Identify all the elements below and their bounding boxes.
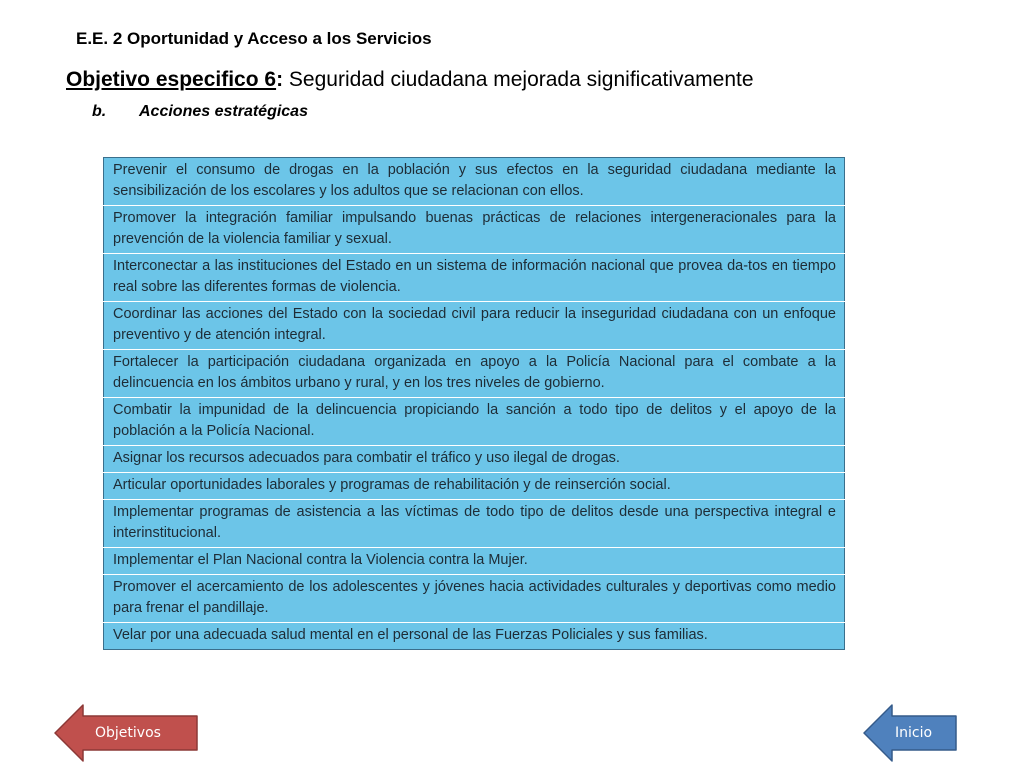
table-row (104, 500, 845, 548)
table-row (104, 446, 845, 473)
action-item: Prevenir el consumo de drogas en la población y sus efectos en la seguridad ciudadana mediante la sensibilización de los escolares y los adultos que se relacionan con ellos. (113, 162, 836, 199)
action-item: Interconectar a las instituciones del Estado en un sistema de información nacional que provea da-tos en tiempo real sobre las diferentes formas de violencia. (104, 254, 845, 302)
action-item: Implementar programas de asistencia a las víctimas de todo tipo de delitos desde una perspectiva integral e interinstitucional. (104, 500, 845, 548)
table-row (104, 575, 845, 623)
action-item: Coordinar las acciones del Estado con la sociedad civil para reducir la inseguridad ciudadana con un enfoque preventivo y de atención integral. (104, 302, 845, 350)
table-row (104, 473, 845, 500)
action-item: Asignar los recursos adecuados para combatir el tráfico y uso ilegal de drogas. (104, 446, 845, 473)
table-row (104, 350, 845, 398)
action-item: Promover la integración familiar impulsando buenas prácticas de relaciones intergeneracionales para la prevención de la violencia familiar y sexual. (104, 206, 845, 254)
action-item: Articular oportunidades laborales y programas de rehabilitación y de reinserción social. (104, 473, 845, 500)
objective-heading (66, 68, 754, 92)
table-row (104, 302, 845, 350)
inicio-button-label: Inicio (895, 725, 933, 741)
objective-label: Objetivo especifico 6 (66, 68, 277, 91)
subheading-title: Acciones estratégicas (139, 103, 308, 120)
objective-text: Seguridad ciudadana mejorada significativamente (283, 68, 754, 91)
table-row (104, 254, 845, 302)
table-row (104, 158, 845, 206)
subheading (92, 103, 308, 121)
table-row (104, 398, 845, 446)
action-item: Combatir la impunidad de la delincuencia propiciando la sanción a todo tipo de delitos y el apoyo de la población a la Policía Nacional. (104, 398, 845, 446)
actions-table (103, 157, 845, 650)
subheading-letter: b. (92, 103, 107, 120)
objetivos-button-label: Objetivos (95, 725, 161, 741)
table-row (104, 623, 845, 650)
objective-colon: : (276, 68, 284, 91)
table-row (104, 548, 845, 575)
table-row (104, 206, 845, 254)
action-item: Velar por una adecuada salud mental en el personal de las Fuerzas Policiales y sus familias. (104, 623, 845, 650)
action-item: Promover el acercamiento de los adolescentes y jóvenes hacia actividades culturales y deportivas como medio para frenar el pandillaje. (104, 575, 845, 623)
action-item: Implementar el Plan Nacional contra la Violencia contra la Mujer. (104, 548, 845, 575)
objetivos-button[interactable] (55, 705, 197, 761)
section-title: E.E. 2 Oportunidad y Acceso a los Servicios (76, 29, 432, 48)
action-item: Fortalecer la participación ciudadana organizada en apoyo a la Policía Nacional para el combate a la delincuencia en los ámbitos urbano y rural, y en los tres niveles de gobierno. (104, 350, 845, 398)
inicio-button[interactable] (864, 705, 956, 761)
